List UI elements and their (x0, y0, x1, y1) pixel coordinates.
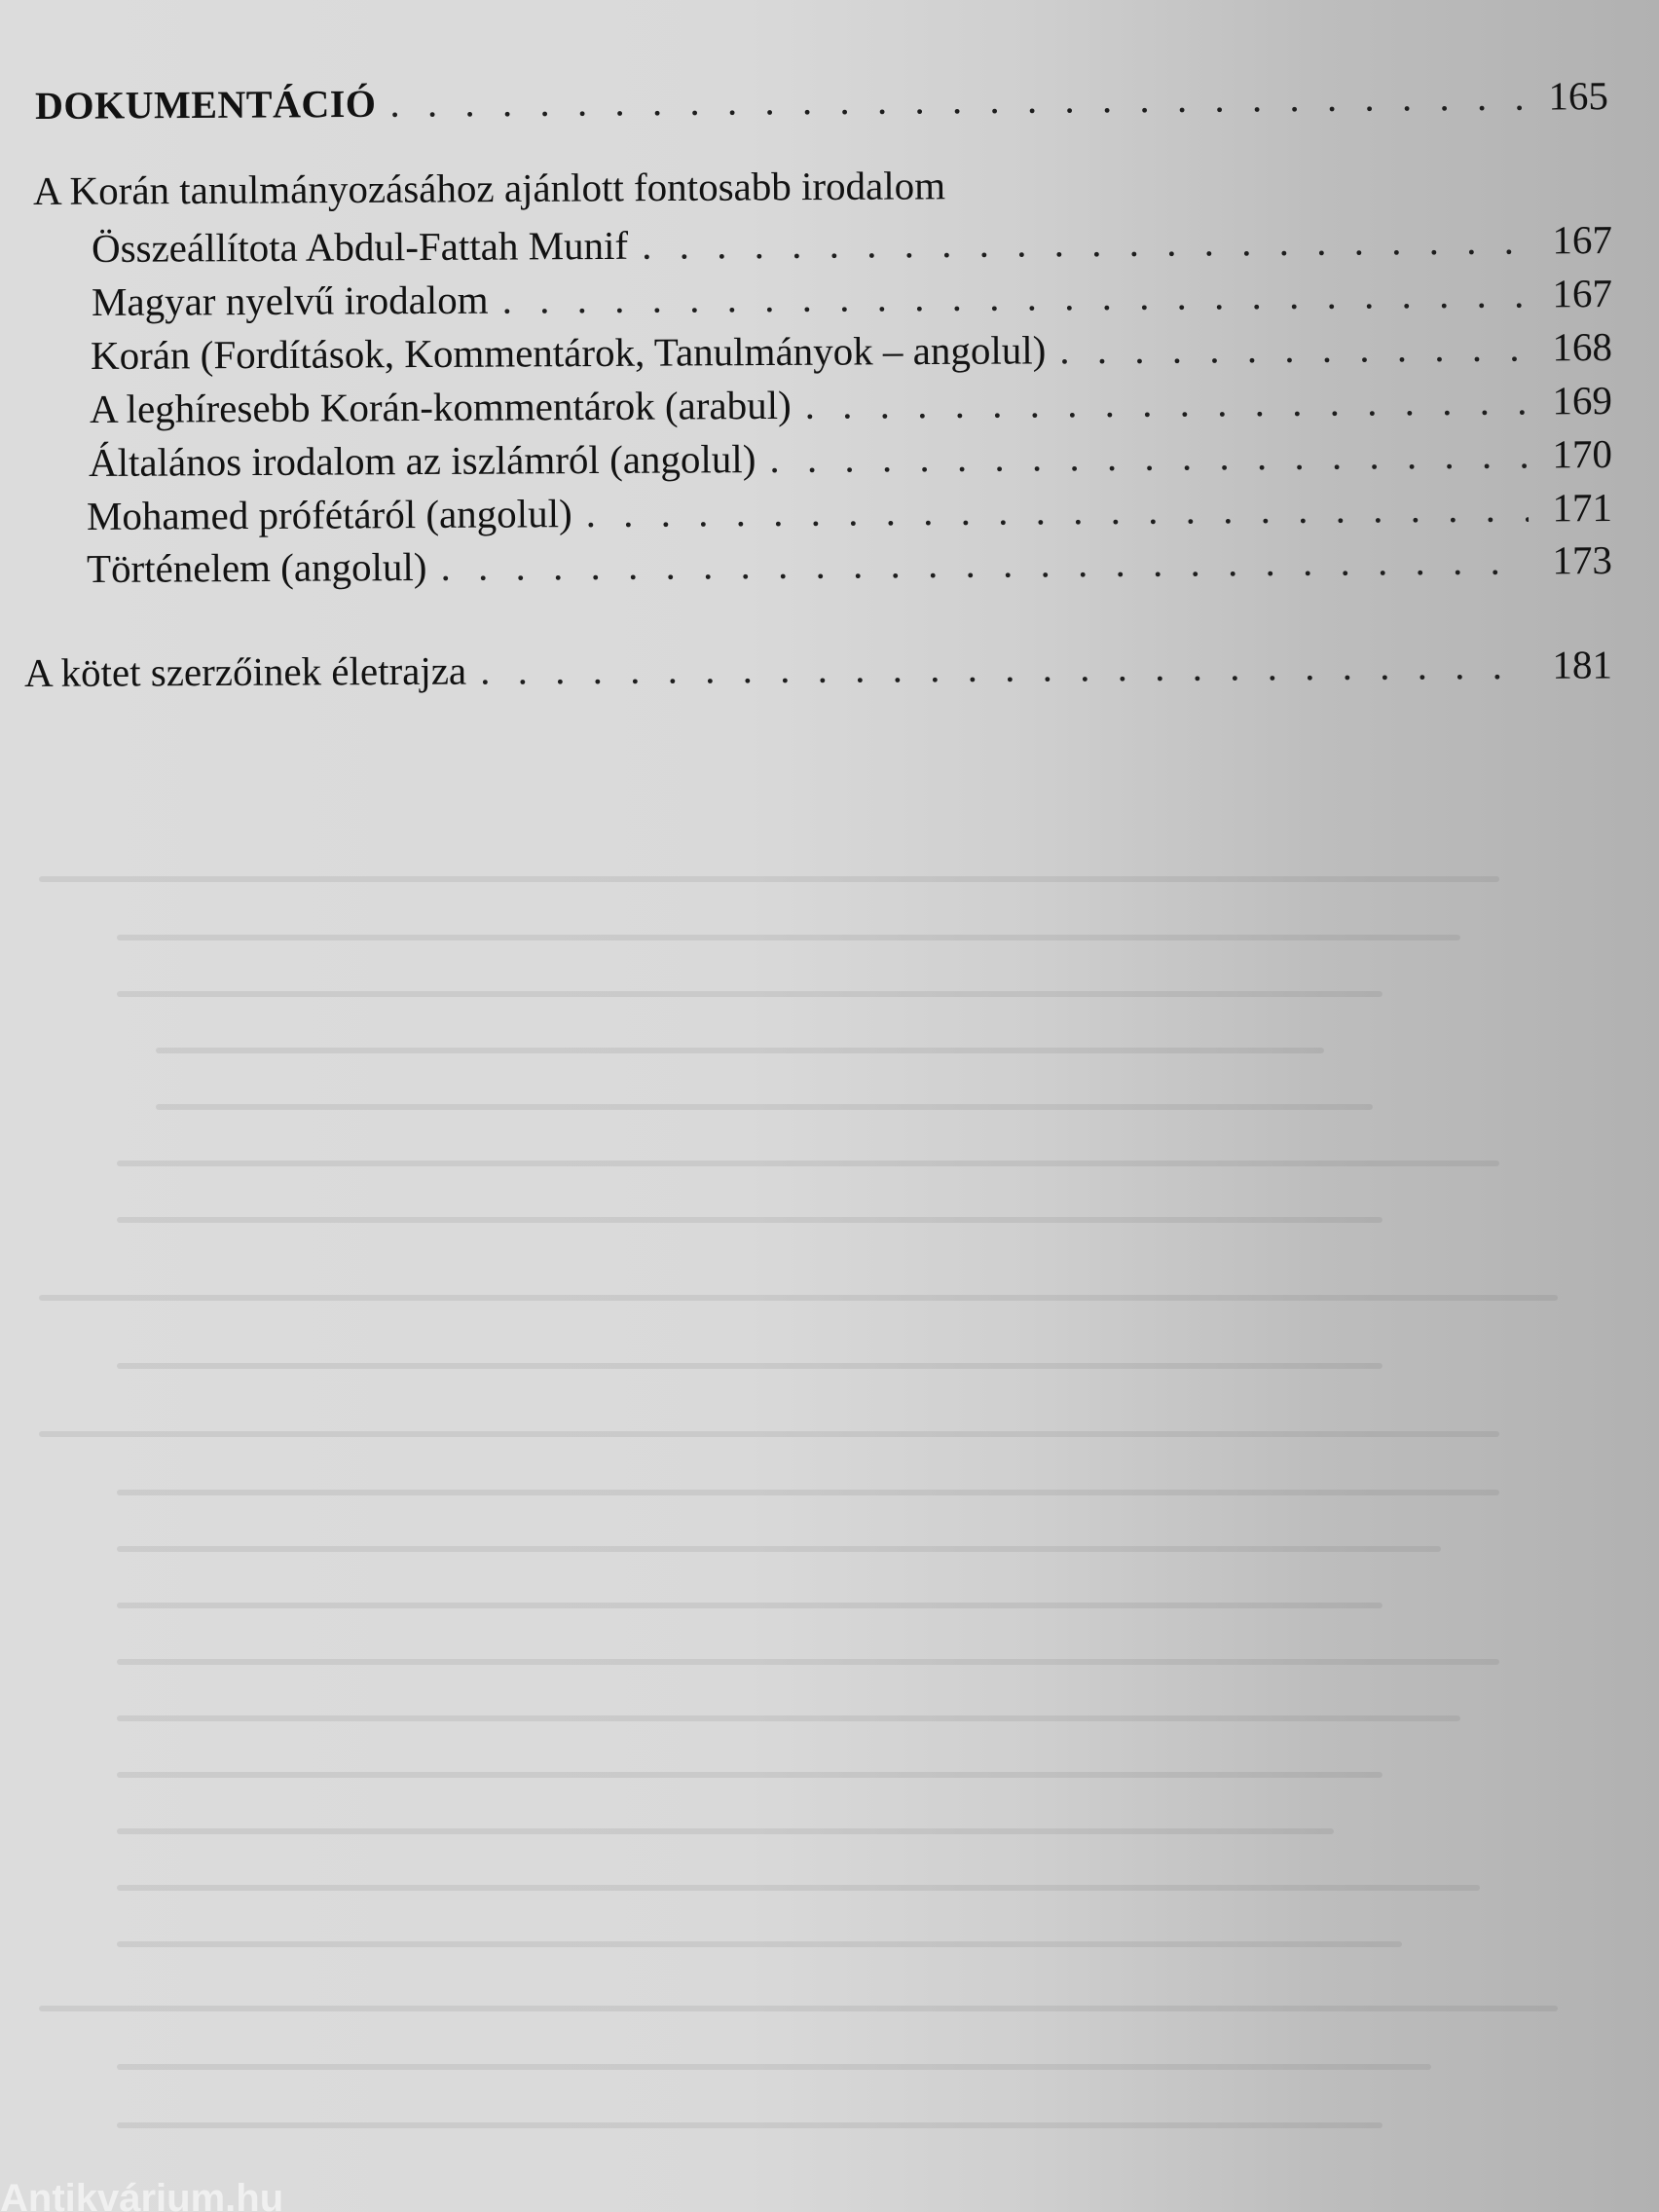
toc-section-dokumentacio (35, 70, 1608, 131)
dot-leader (440, 535, 1529, 591)
entry-label: A leghíresebb Korán-kommentárok (arabul) (89, 382, 792, 431)
dot-leader (1059, 321, 1529, 375)
toc-entry (87, 482, 1612, 541)
dot-leader (805, 375, 1530, 429)
page-number: 167 (1552, 217, 1613, 263)
dot-leader (769, 428, 1529, 483)
entry-label: Mohamed prófétáról (angolul) (86, 491, 572, 538)
toc-entry (90, 375, 1612, 434)
entry-label: Magyar nyelvű irodalom (91, 276, 489, 324)
show-through-background (0, 623, 1659, 2212)
section-title: DOKUMENTÁCIÓ (34, 81, 377, 128)
entry-label: Összeállítota Abdul-Fattah Munif (91, 222, 629, 271)
page-number: 165 (1548, 73, 1609, 119)
dot-leader (389, 71, 1525, 129)
page-number: 169 (1552, 377, 1613, 424)
entry-label: Történelem (angolul) (86, 543, 427, 591)
dot-leader (642, 214, 1529, 270)
entry-label: A kötet szerzőinek életrajza (23, 647, 467, 695)
toc-entry (91, 321, 1612, 381)
toc-entry (87, 535, 1612, 594)
page-number: 168 (1552, 323, 1613, 370)
page-number: 181 (1552, 642, 1613, 687)
toc-entry (92, 268, 1612, 327)
page-number: 173 (1552, 536, 1613, 583)
toc-entry (92, 214, 1612, 274)
page-number: 171 (1552, 484, 1613, 531)
page-number: 167 (1552, 271, 1613, 316)
watermark: Antikvárium.hu (0, 2179, 284, 2212)
entry-label: Általános irodalom az iszlámról (angolul) (88, 436, 756, 485)
dot-leader (501, 268, 1529, 324)
page-number: 170 (1552, 430, 1613, 477)
dot-leader (586, 482, 1530, 538)
toc-entry (89, 428, 1612, 488)
entry-label: Korán (Fordítások, Kommentárok, Tanulmányok – angolul) (90, 327, 1047, 378)
group-heading: A Korán tanulmányozásához ajánlott fontosabb irodalom (32, 163, 946, 213)
